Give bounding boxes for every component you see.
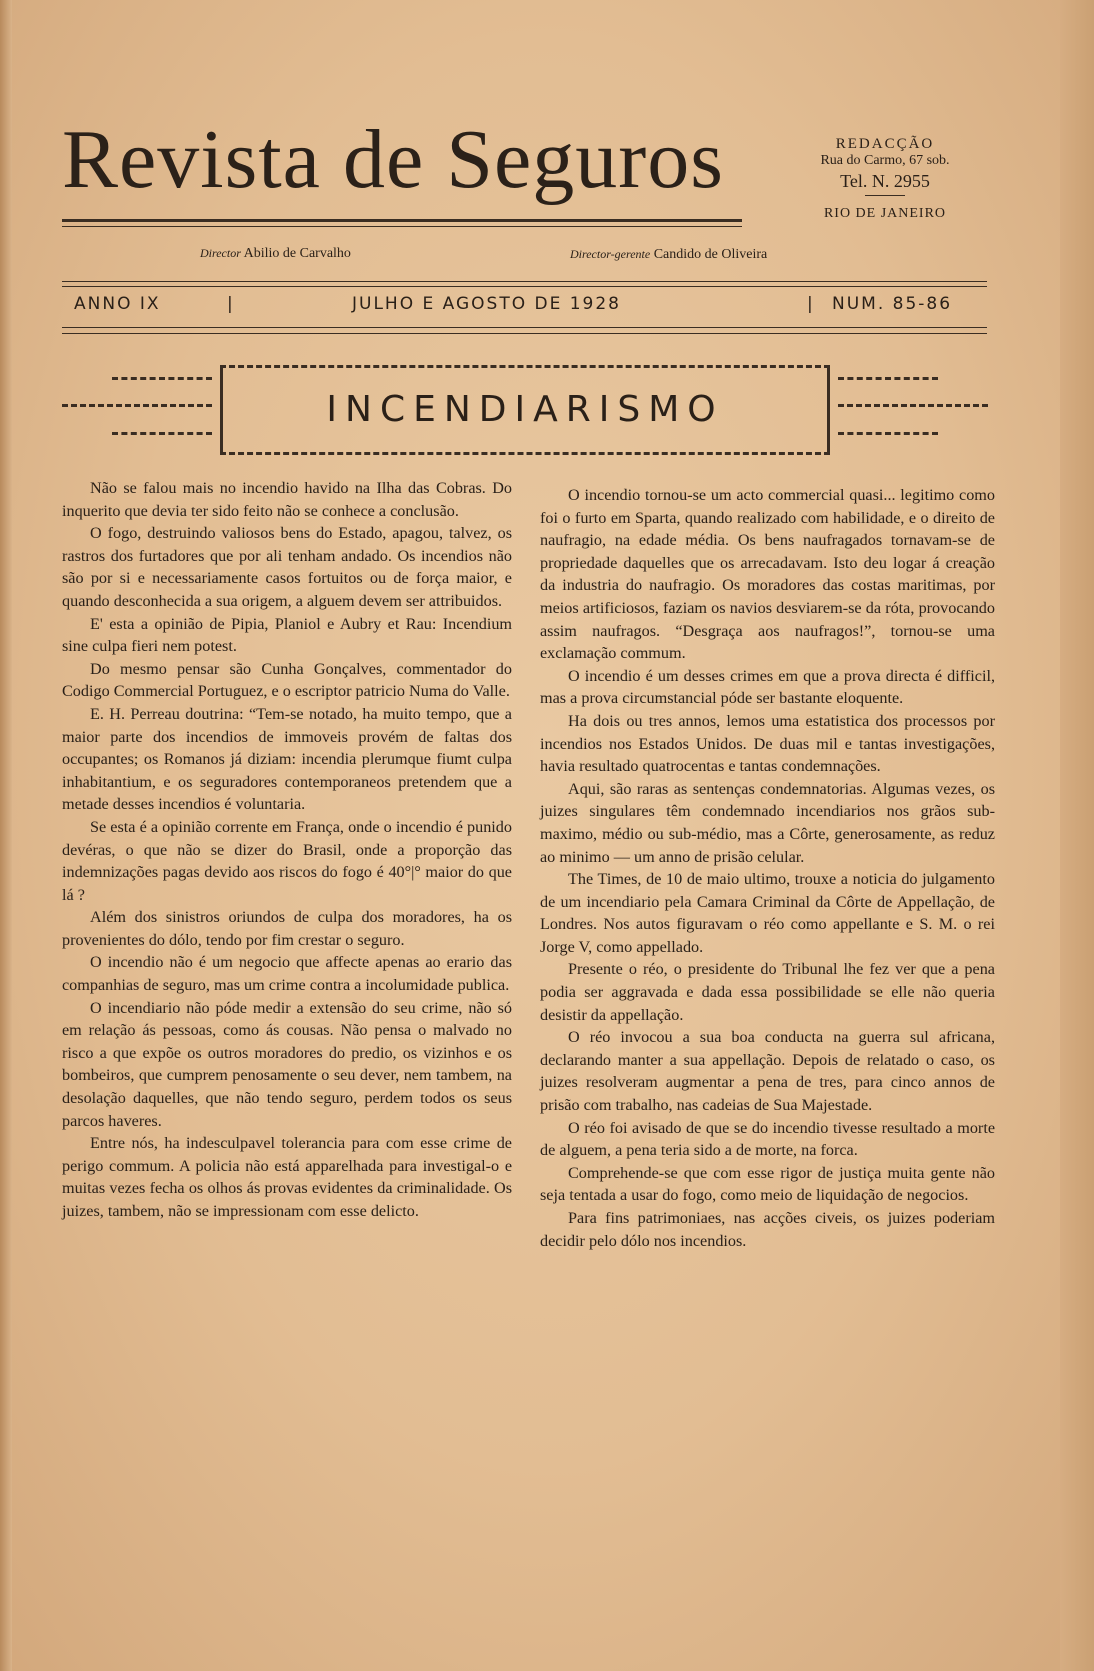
issue-rule-top-2 [62,286,987,287]
ornament-dash [112,377,212,380]
ornament-dash [112,432,212,435]
article-paragraph: Aqui, são raras as sentenças condemnatorias. Algumas vezes, os juizes singulares têm condemnado incendiarios nos grãos sub-maximo, médio ou sub-médio, mas a Côrte, generosamente, as reduz ao minimo — um anno de prisão celular. [540,779,995,866]
article-paragraph: Se esta é a opinião corrente em França, onde o incendio é punido devéras, o que não se dizer do Brasil, onde a proporção das indemnizações pagas devido aos riscos do fogo é 40°|° maior do que lá ? [62,817,512,904]
issue-rule-top [62,281,987,282]
article-paragraph: O incendio não é um negocio que affecte apenas ao erario das companhias de seguro, mas um crime contra a incolumidade publica. [62,953,512,995]
issue-rule-bottom [62,327,987,328]
director-gerente-label: Director-gerente [570,247,651,261]
redaccao-address: Rua do Carmo, 67 sob. [820,153,950,168]
ornament-dash [838,432,938,435]
page-right-edge [1060,0,1094,1671]
article-paragraph: O réo invocou a sua boa conducta na guerra sul africana, declarando manter a sua appellação. Depois de relatado o caso, os juizes resolveram augmentar a pena de tres, para cinco annos de prisão com trabalho, nas cadeias de Sua Majestade. [540,1028,995,1115]
title-rule [62,219,742,222]
article-paragraph: Do mesmo pensar são Cunha Gonçalves, commentador do Codigo Commercial Portuguez, e o escriptor patricio Numa do Valle. [62,659,512,701]
ornament-dash [62,404,212,407]
director-label: Director [200,246,241,260]
article-paragraph: E' esta a opinião de Pipia, Planiol e Aubry et Rau: Incendium sine culpa fieri nem potest. [62,614,512,656]
article-paragraph: O réo foi avisado de que se do incendio tivesse resultado a morte de alguem, a pena teria sido a de morte, na forca. [540,1118,995,1160]
issue-year: ANNO IX [74,294,161,314]
issue-date: JULHO E AGOSTO DE 1928 [352,294,621,314]
article-paragraph: E. H. Perreau doutrina: “Tem-se notado, ha muito tempo, que a maior parte dos incendios de immoveis provém de faltas dos occupantes; os Romanos já diziam: incendia plerumque fiumt culpa inhabitantium, e os seguradores contemporaneos pretendem que a metade desses incendios é voluntaria. [62,704,512,814]
director-name: Abilio de Carvalho [243,246,351,261]
article-paragraph: O incendio tornou-se um acto commercial quasi... legitimo como foi o furto em Sparta, quando realizado com habilidade, e o direito de naufragio, na edade média. Os bens naufragados tornavam-se de propriedade daquelles que os arrecadavam. Isto deu logar á creação da industria do naufragio. Os moradores das costas maritimas, por meios artificiosos, faziam os navios desviarem-se da róta, provocando assim naufragos. “Desgraça aos naufragos!”, tornou-se uma exclamação commum. [540,486,995,663]
article-paragraph: O fogo, destruindo valiosos bens do Estado, apagou, talvez, os rastros dos furtadores que por ali tenham andado. Os incendios não são por si e necessariamente casos fortuitos ou de força maior, e quando desconhecida a sua origem, a alguem devem ser attribuidos. [62,524,512,610]
article-paragraph: O incendio é um desses crimes em que a prova directa é difficil, mas a prova circumstancial póde ser bastante eloquente. [540,666,995,708]
redaccao-block [780,136,990,222]
page-left-edge [0,0,12,1671]
article-paragraph: Para fins patrimoniaes, nas acções civeis, os juizes poderiam decidir pelo dólo nos incendios. [540,1209,995,1250]
issue-separator: | [227,294,235,314]
article-paragraph: Comprehende-se que com esse rigor de justiça muita gente não seja tentada a usar do fogo, como meio de liquidação de negocios. [540,1163,995,1205]
redaccao-tel: Tel. N. 2955 [840,171,930,191]
masthead-title: Revista de Seguros [62,113,724,206]
issue-bar [62,294,987,320]
ornament-dash [838,377,938,380]
article-paragraph: O incendiario não póde medir a extensão do seu crime, não só em relação ás pessoas, como ás cousas. Não pensa o malvado no risco a que expõe os outros moradores do predio, os vizinhos e os bombeiros, que cumprem penosamente o seu dever, nem tambem, na desolação daquelles, que não tendo seguro, perdem todos os seus parcos haveres. [62,998,512,1130]
director-gerente-line [570,247,767,263]
director-line [200,246,351,262]
article-paragraph: Além dos sinistros oriundos de culpa dos moradores, ha os provenientes do dólo, tendo por fim crestar o seguro. [62,908,512,949]
article-paragraph: Entre nós, ha indesculpavel tolerancia para com esse crime de perigo commum. A policia não está apparelhada para investigal-o e muitas vezes fecha os olhos ás provas evidentes da criminalidade. Os juizes, tambem, não se impressionam com esse delicto. [62,1134,512,1220]
redaccao-label: REDACÇÃO [835,136,935,152]
redaccao-city: RIO DE JANEIRO [823,206,947,221]
section-title: INCENDIARISMO [326,389,724,430]
title-rule-thin [62,226,742,227]
ornament-dash [838,404,988,407]
director-gerente-name: Candido de Oliveira [653,247,768,262]
redaccao-divider [865,195,905,196]
issue-number: NUM. 85-86 [832,294,953,314]
article-paragraph: Ha dois ou tres annos, lemos uma estatistica dos processos por incendios nos Estados Unidos. De duas mil e tantas investigações, havia resultado quatrocentas e tantas condemnações. [540,711,995,776]
article-column-right [540,484,995,1252]
issue-rule-bottom-2 [62,333,987,334]
article-paragraph: The Times, de 10 de maio ultimo, trouxe a noticia do julgamento de um incendiario pela Camara Criminal da Côrte de Appellação, de Londres. Nos autos figuravam o réo como appellante e S. M. o rei Jorge V, como appellado. [540,870,995,956]
issue-separator-2: | [807,294,815,314]
article-paragraph: Não se falou mais no incendio havido na Ilha das Cobras. Do inquerito que devia ter sido feito não se conhece a conclusão. [62,479,512,520]
article-column-left [62,477,512,1223]
article-paragraph: Presente o réo, o presidente do Tribunal lhe fez ver que a pena podia ser aggravada e dada essa possibilidade se elle não queria desistir da appellação. [540,960,995,1024]
